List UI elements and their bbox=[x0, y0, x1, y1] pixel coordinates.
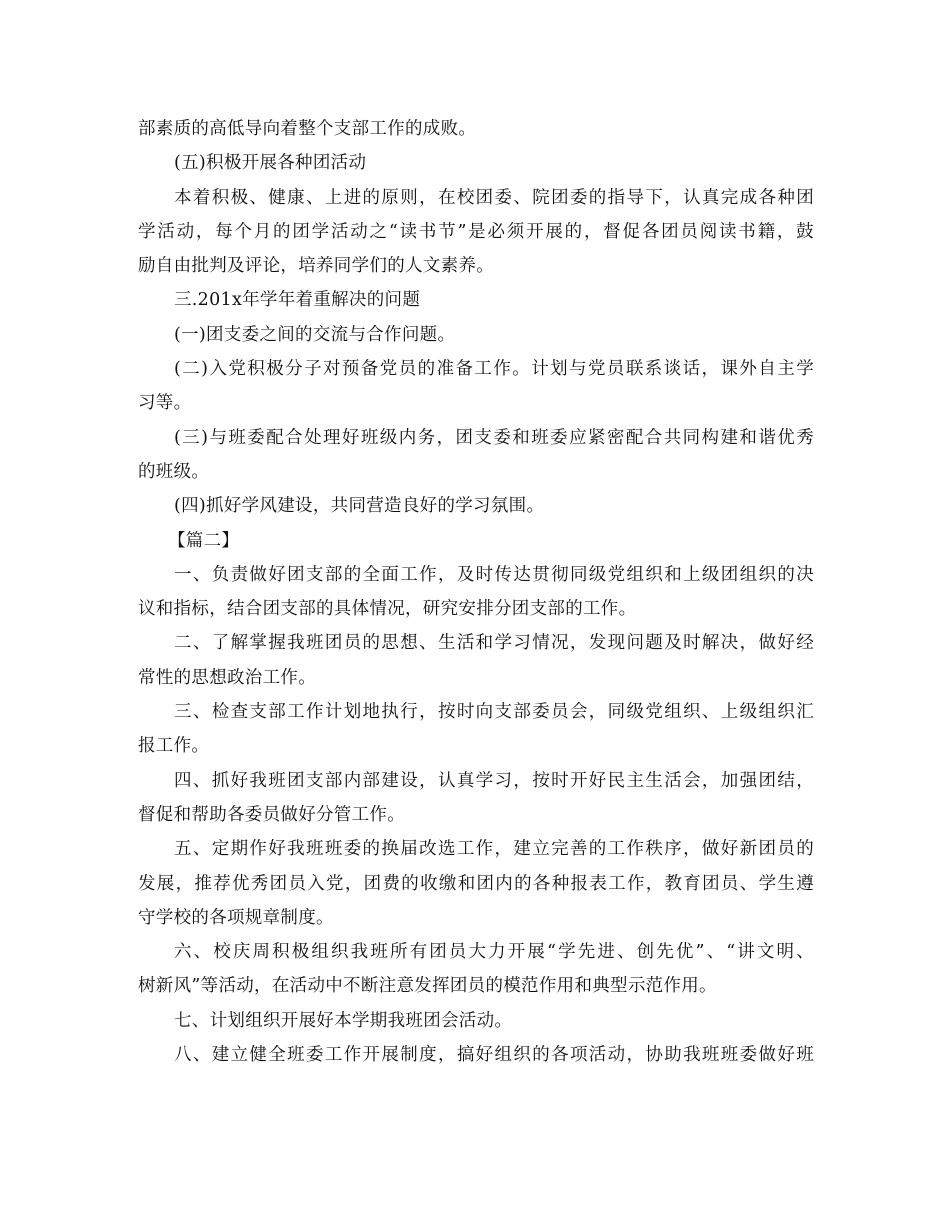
text-line: 发展，推荐优秀团员入党，团费的收缴和团内的各种报表工作，教育团员、学生遵 bbox=[138, 873, 814, 894]
text-line: 树新风”等活动，在活动中不断注意发挥团员的模范作用和典型示范作用。 bbox=[138, 976, 717, 997]
section-heading: (五)积极开展各种团活动 bbox=[174, 153, 367, 174]
text-line: (一)团支委之间的交流与合作问题。 bbox=[174, 324, 456, 345]
text-line: 督促和帮助各委员做好分管工作。 bbox=[138, 804, 405, 825]
text-line: 八、建立健全班委工作开展制度，搞好组织的各项活动，协助我班班委做好班 bbox=[174, 1045, 814, 1066]
text-line: 四、抓好我班团支部内部建设，认真学习，按时开好民主生活会，加强团结， bbox=[174, 770, 814, 791]
text-line: 二、了解掌握我班团员的思想、生活和学习情况，发现问题及时解决，做好经 bbox=[174, 633, 814, 654]
text-line: 部素质的高低导向着整个支部工作的成败。 bbox=[138, 119, 477, 139]
text-line: (二)入党积极分子对预备党员的准备工作。计划与党员联系谈话，课外自主学 bbox=[174, 359, 814, 380]
text-line: 常性的思想政治工作。 bbox=[138, 667, 316, 688]
text-line: 守学校的各项规章制度。 bbox=[138, 907, 334, 928]
text-line: 议和指标，结合团支部的具体情况，研究安排分团支部的工作。 bbox=[138, 599, 637, 620]
text-line: 学活动，每个月的团学活动之“读书节”是必须开展的，督促各团员阅读书籍，鼓 bbox=[138, 221, 814, 242]
part-heading: 【篇二】 bbox=[168, 530, 240, 551]
section-heading: 三.201x年学年着重解决的问题 bbox=[174, 290, 421, 311]
text-line: 习等。 bbox=[138, 393, 192, 414]
text-line: 本着积极、健康、上进的原则，在校团委、院团委的指导下，认真完成各种团 bbox=[174, 187, 814, 208]
text-line: 报工作。 bbox=[138, 736, 210, 757]
text-line: (三)与班委配合处理好班级内务，团支委和班委应紧密配合共同构建和谐优秀 bbox=[174, 427, 814, 448]
text-line: 的班级。 bbox=[138, 461, 210, 482]
document-page bbox=[138, 112, 814, 1072]
text-line: 励自由批判及评论，培养同学们的人文素养。 bbox=[138, 256, 494, 277]
text-line: 一、负责做好团支部的全面工作，及时传达贯彻同级党组织和上级团组织的决 bbox=[174, 564, 814, 585]
text-line: 三、检查支部工作计划地执行，按时向支部委员会，同级党组织、上级组织汇 bbox=[174, 702, 814, 723]
text-line: (四)抓好学风建设，共同营造良好的学习氛围。 bbox=[174, 496, 545, 517]
text-line: 五、定期作好我班班委的换届改选工作，建立完善的工作秩序，做好新团员的 bbox=[174, 839, 814, 860]
text-line: 七、计划组织开展好本学期我班团会活动。 bbox=[174, 1010, 513, 1031]
text-line: 六、校庆周积极组织我班所有团员大力开展“学先进、创先优”、“讲文明、 bbox=[174, 942, 814, 963]
